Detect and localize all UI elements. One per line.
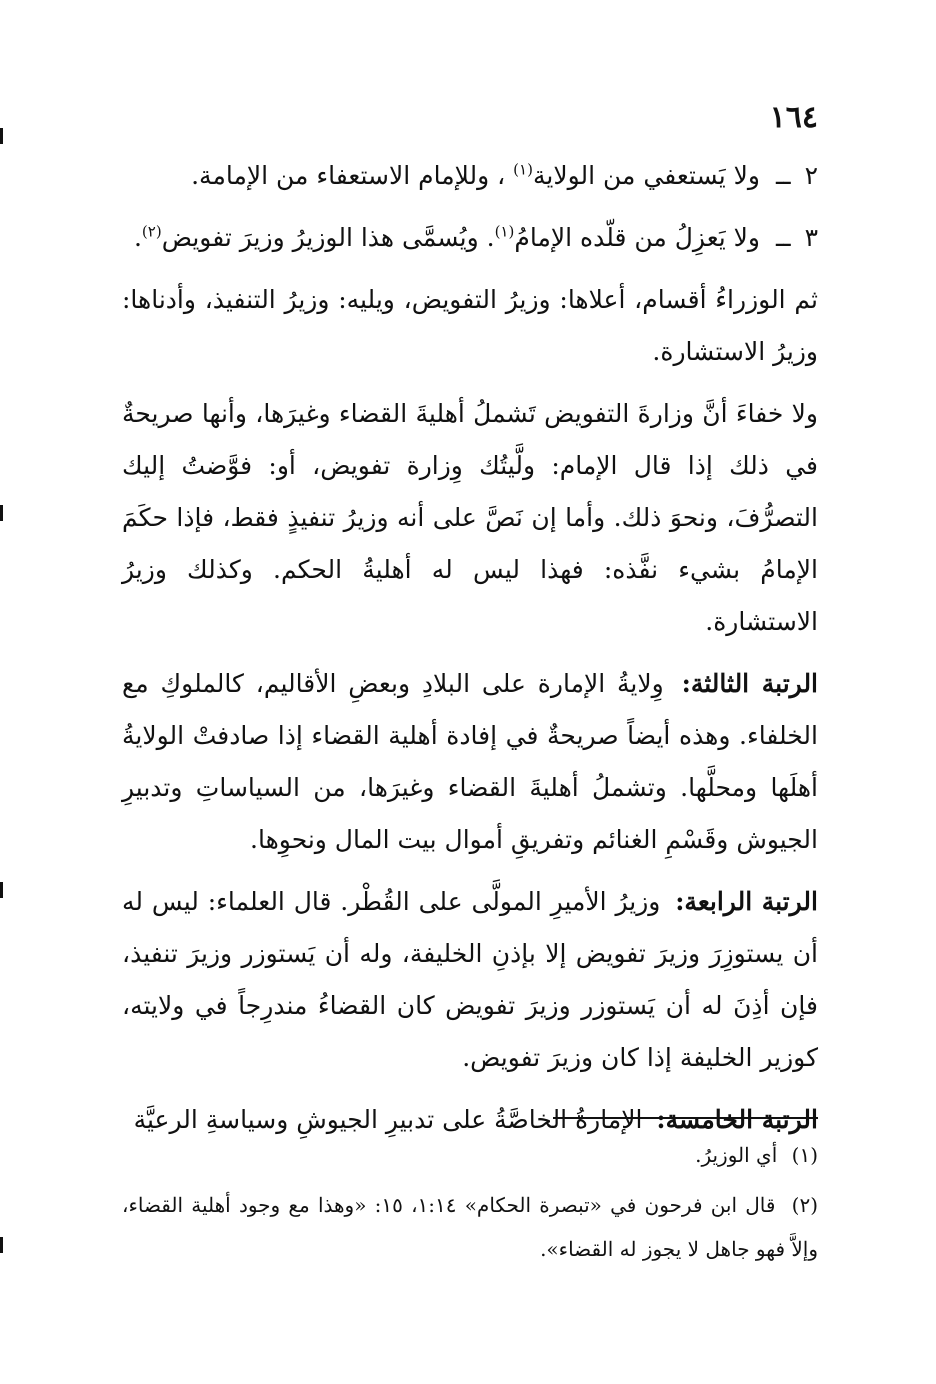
page-edge-mark [0,882,3,898]
rank-heading: الرتبة الرابعة: [675,887,818,916]
main-text [122,150,818,1156]
list-item-text: ولا يَعزِلُ من قلّده الإمامُ [514,223,760,252]
footnote-reference[interactable]: (١) [513,160,533,179]
list-item-dash: ــ [775,161,791,190]
rank-text: وزيرُ الأميرِ المولَّى على القُطْر. قال العلماء: ليس له أن يستوزِرَ وزيرَ تفويض إلا بإذنِ الخليفة، وله أن يَستوزر وزيرَ تنفيذ، فإن أذِنَ له أن يَستوزر وزيرَ تفويض كان القضاءُ مندرِجاً في ولايته، كوزير الخليفة إذا كان وزيرَ تفويض. [122,887,818,1072]
footnote-number: (٢) [791,1193,819,1217]
list-item-text: . [133,223,142,252]
rank-paragraph [122,658,818,866]
page-number: ١٦٤ [769,100,818,135]
paragraph: ثم الوزراءُ أقسام، أعلاها: وزيرُ التفويض، ويليه: وزيرُ التنفيذ، وأدناها: وزيرُ الاستشارة. [122,285,818,366]
footnote-text: قال ابن فرحون في «تبصرة الحكام» ١:١٤، ١٥: «وهذا مع وجود أهلية القضاء، وإلاَّ فهو جاهل لا يجوز له القضاء». [122,1193,818,1261]
page-edge-mark [0,505,3,521]
list-item-number: ٢ [804,161,818,190]
list-item-number: ٣ [804,223,818,252]
page-edge-mark [0,1237,3,1253]
footnote-separator [553,1117,818,1119]
list-item-text: ولا يَستعفي من الولاية [532,161,760,190]
footnote [122,1183,818,1271]
rank-heading: الرتبة الثالثة: [681,669,819,698]
list-item-text: . ويُسمَّى هذا الوزيرُ وزيرَ تفويض [161,223,495,252]
footnotes [122,1133,818,1277]
footnote-reference[interactable]: (٢) [141,222,162,241]
page-edge-mark [0,128,3,144]
list-item [122,212,818,264]
list-item-dash: ــ [775,223,791,252]
footnote-number: (١) [791,1143,818,1167]
rank-text: الإمارةُ الخاصَّةُ على تدبيرِ الجيوشِ وسياسةِ الرعيَّة [133,1105,643,1134]
footnote-text: أي الوزيرُ. [695,1143,778,1167]
rank-paragraph [122,876,818,1084]
rank-text: وِلايةُ الإمارة على البلادِ وبعضِ الأقاليم، كالملوكِ مع الخلفاء. وهذه أيضاً صريحةٌ في إفادة أهلية القضاء إذا صادفتْ الولايةُ أهلَها ومحلَّها. وتشملُ أهليةَ القضاء وغيرَها، من السياساتِ وتدبيرِ الجيوش وقَسْمِ الغنائم وتفريقِ أموال بيت المال ونحوِها. [122,669,818,854]
footnote-reference[interactable]: (١) [494,222,515,241]
footnote [122,1133,818,1177]
list-item-text: ، وللإمام الاستعفاء من الإمامة. [191,161,506,190]
rank-heading: الرتبة الخامسة: [656,1105,818,1134]
paragraph: ولا خفاءَ أنَّ وزارةَ التفويض تَشملُ أهليةَ القضاء وغيرَها، وأنها صريحةٌ في ذلك إذا قال الإمام: ولَّيتُك وِزارة تفويض، أو: فوَّضتُ إليك التصرُّفَ، ونحوَ ذلك. وأما إن نَصَّ على أنه وزيرُ تنفيذٍ فقط، فإذا حكَمَ الإمامُ بشيء نفَّذه: فهذا ليس له أهليةُ الحكم. وكذلك وزيرُ الاستشارة. [122,399,818,636]
list-item [122,150,818,202]
